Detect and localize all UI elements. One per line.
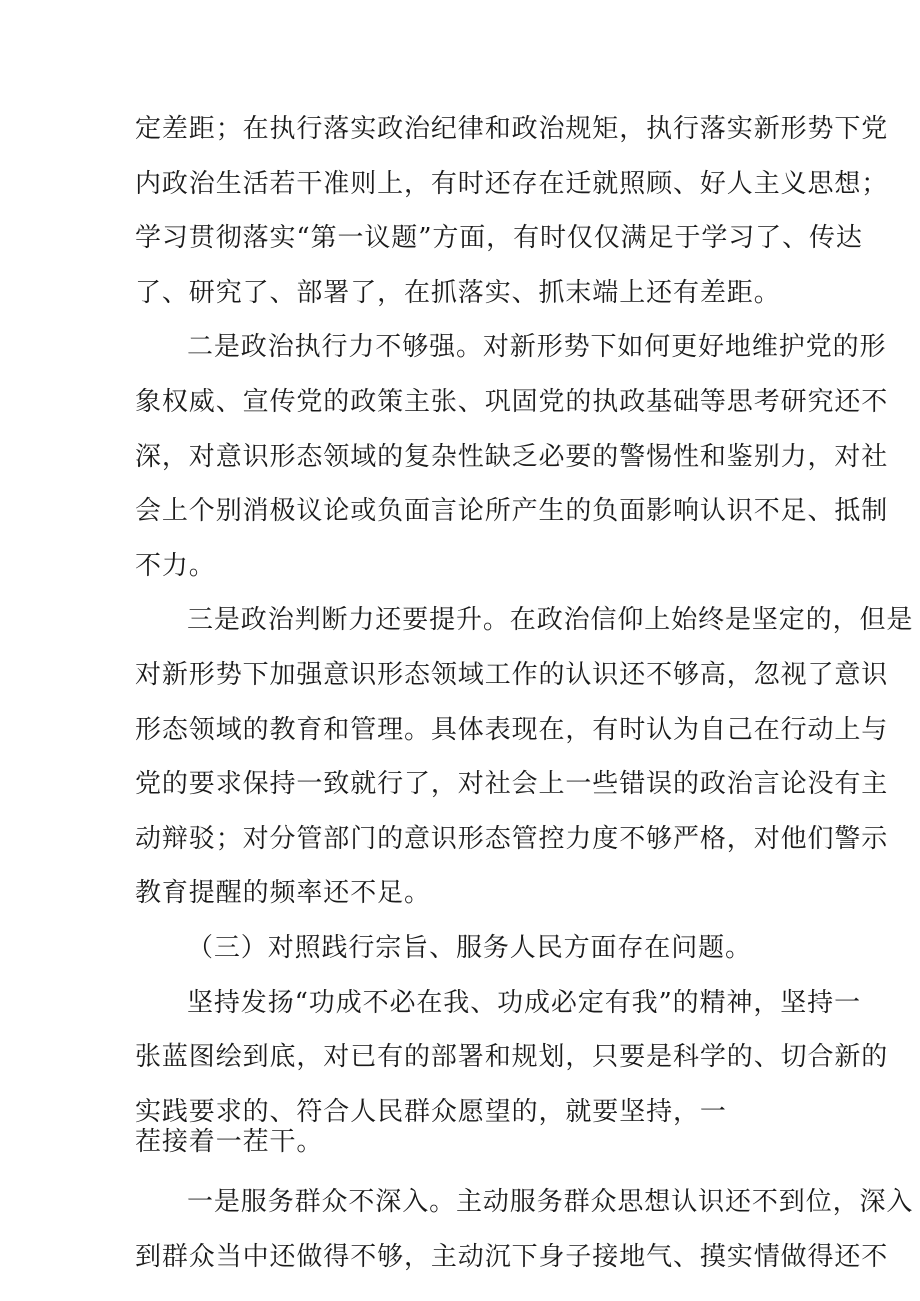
text-line: 定差距；在执行落实政治纪律和政治规矩，执行落实新形势下党 [135, 114, 889, 144]
text-line: 了、研究了、部署了，在抓落实、抓末端上还有差距。 [135, 277, 781, 308]
text-line: 张蓝图绘到底，对已有的部署和规划，只要是科学的、切合新的 [135, 1042, 889, 1073]
text-line: 象权威、宣传党的政策主张、巩固党的执政基础等思考研究还不 [135, 386, 889, 417]
text-line: 内政治生活若干准则上，有时还存在迁就照顾、好人主义思想； [135, 168, 889, 199]
text-line: 到群众当中还做得不够，主动沉下身子接地气、摸实情做得还不 [135, 1241, 889, 1272]
document-body [135, 102, 914, 1284]
text-line: 党的要求保持一致就行了，对社会上一些错误的政治言论没有主 [135, 769, 889, 800]
text-line: 实践要求的、符合人民群众愿望的，就要坚持，一 [135, 1096, 727, 1127]
text-line: 坚持发扬“功成不必在我、功成必定有我”的精神，坚持一 [187, 987, 861, 1018]
section-heading: （三）对照践行宗旨、服务人民方面存在问题。 [187, 932, 752, 963]
text-line: 学习贯彻落实“第一议题”方面，有时仅仅满足于学习了、传达 [135, 223, 863, 254]
text-line: 会上个别消极议论或负面言论所产生的负面影响认识不足、抵制 [135, 496, 889, 527]
text-line: 动辩驳；对分管部门的意识形态管控力度不够严格，对他们警示 [135, 823, 889, 854]
text-line: 不力。 [135, 550, 216, 581]
text-line: 三是政治判断力还要提升。在政治信仰上始终是坚定的，但是 [187, 605, 914, 636]
text-line: 形态领域的教育和管理。具体表现在，有时认为自己在行动上与 [135, 714, 889, 745]
text-line: 茬接着一茬干。 [135, 1127, 324, 1158]
text-line: 一是服务群众不深入。主动服务群众思想认识还不到位，深入 [187, 1187, 914, 1218]
text-line: 二是政治执行力不够强。对新形势下如何更好地维护党的形 [187, 332, 887, 363]
text-line: 对新形势下加强意识形态领域工作的认识还不够高，忽视了意识 [135, 659, 889, 690]
text-line: 深，对意识形态领域的复杂性缺乏必要的警惕性和鉴别力，对社 [135, 441, 889, 472]
text-line: 教育提醒的频率还不足。 [135, 878, 431, 909]
